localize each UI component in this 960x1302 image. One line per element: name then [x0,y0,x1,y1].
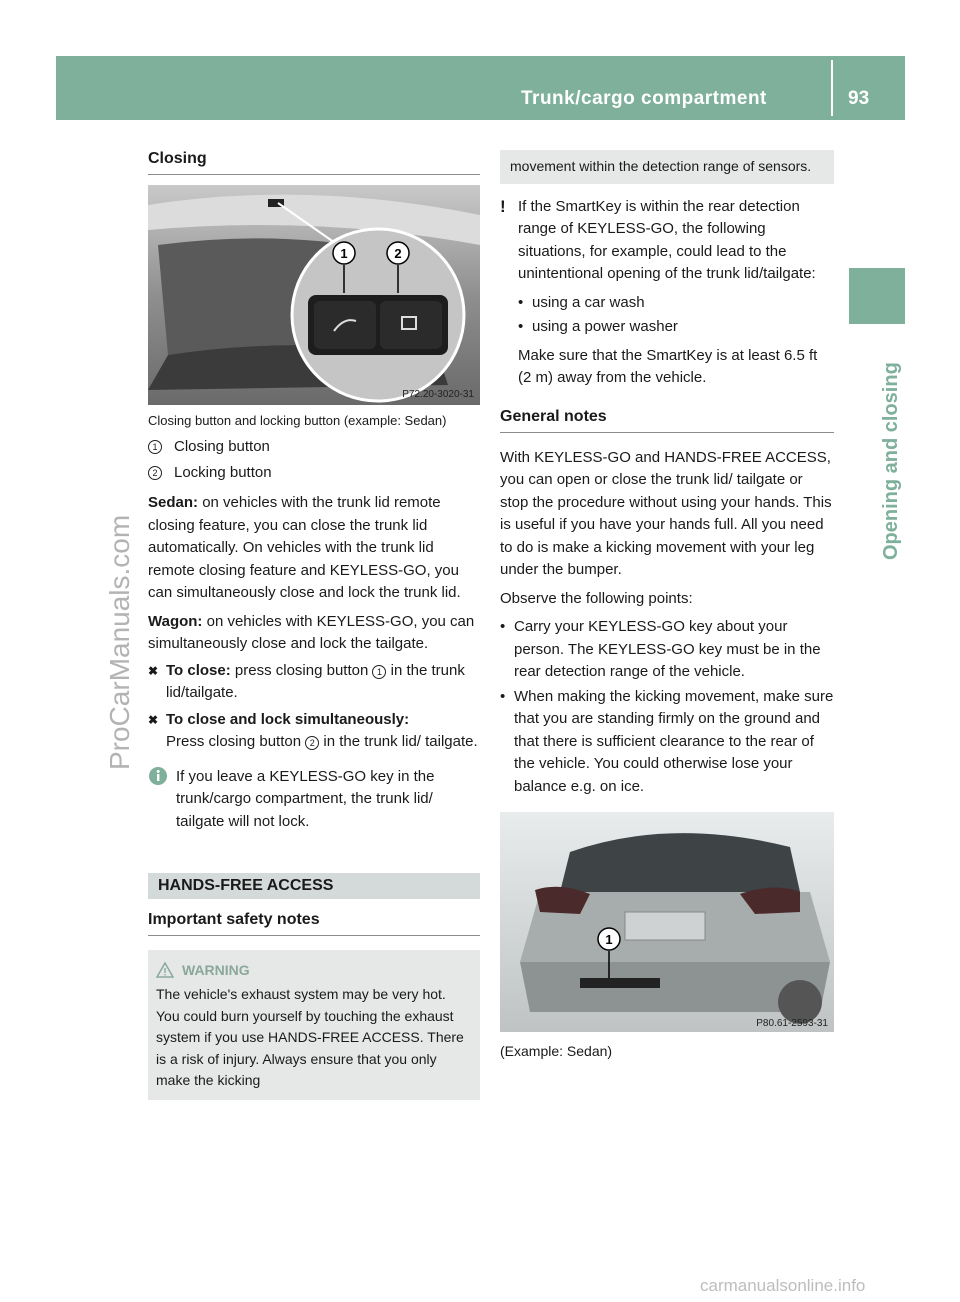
caution-note [500,196,834,390]
info-icon [148,766,168,786]
callout-1-icon: 1 [372,665,386,679]
legend-label: Locking button [174,464,272,481]
observe-text: Observe the following points: [500,589,693,607]
fig2-callout-1: 1 [605,932,613,947]
figure-sedan-rear [500,812,834,1032]
header-title: Trunk/cargo compartment [521,88,767,109]
warning-text: The vehicle's exhaust system may be very hot. You could burn yourself by touching the exhaust system if you use HANDS-FREE ACCESS. There is a risk of injury. Always ensure that you only make the kicking [156,986,464,1088]
legend-item [148,434,480,460]
info-note [148,766,480,834]
info-text: If you leave a KEYLESS-GO key in the trunk/cargo compartment, the trunk lid/ tailgate will not lock. [176,767,435,830]
warning-icon [156,962,174,978]
side-tab [849,268,905,324]
fig1-callout-1: 1 [340,246,348,261]
step-arrow-icon: ✖ [148,712,159,727]
callout-2-icon: 2 [148,466,162,480]
wagon-paragraph: Wagon: on vehicles with KEYLESS-GO, you can simultaneously close and lock the tailgate. [148,612,475,652]
fig2-code: P80.61-2593-31 [756,1018,828,1029]
legend-item [148,460,480,486]
step-arrow-icon: ✖ [148,663,159,678]
left-column [148,150,480,1100]
hands-free-heading: HANDS-FREE ACCESS [148,873,480,899]
step-close: ✖ To close: press closing button 1 in the trunk lid/tailgate. [148,660,480,705]
warning-label: WARNING [182,962,250,978]
fig1-code: P72.20-3020-31 [402,389,474,400]
page-number: 93 [848,88,870,109]
watermark-left: ProCarManuals.com [104,514,135,770]
side-title: Opening and closing [880,362,902,560]
step-close-lock: ✖ To close and lock simultaneously: Press closing button 2 in the trunk lid/ tailgate. [148,709,480,754]
list-item: • Carry your KEYLESS-GO key about your person. The KEYLESS-GO key must be in the rear detection range of the vehicle. [500,618,821,680]
list-item: • using a power washer [518,318,678,335]
general-text: With KEYLESS-GO and HANDS-FREE ACCESS, you can open or close the trunk lid/ tailgate or stop the procedure without using your hands. This is useful if you have your hands full. All you need to do is make a kicking movement with your leg under the bumper. [500,448,832,578]
header-divider [831,60,833,116]
callout-1-icon: 1 [148,440,162,454]
sedan-paragraph: Sedan: on vehicles with the trunk lid remote closing feature, you can close the trunk lid automatically. On vehicles with the trunk lid remote closing feature and KEYLESS-GO, you can simultaneously close and lock the trunk lid. [148,494,461,601]
figure-caption: (Example: Sedan) [500,1043,613,1059]
figure-closing-buttons [148,185,480,405]
fig1-callout-2: 2 [394,246,402,261]
callout-2-icon: 2 [305,736,319,750]
section-heading-closing: Closing [148,150,480,175]
exclamation-icon: ! [500,196,506,216]
header-bar [56,56,905,120]
figure-caption: Closing button and locking button (example: Sedan) [148,413,447,428]
watermark-bottom: carmanualsonline.info [700,1276,866,1295]
list-item: • When making the kicking movement, make sure that you are standing firmly on the ground and that there is sufficient clearance to the rear of the vehicle. You could otherwise lose your balance e.g. on ice. [500,687,834,795]
section-heading-general: General notes [500,408,834,433]
caution-after: Make sure that the SmartKey is at least 6.5 ft (2 m) away from the vehicle. [518,346,818,386]
warning-box [148,950,480,1100]
warning-continued: movement within the detection range of sensors. [500,150,834,184]
legend-label: Closing button [174,438,270,455]
safety-notes-heading: Important safety notes [148,911,480,936]
caution-text: If the SmartKey is within the rear detection range of KEYLESS-GO, the following situations, for example, could lead to the unintentional opening of the trunk lid/tailgate: [518,197,816,282]
right-column [500,150,834,1065]
list-item: • using a car wash [518,293,645,311]
